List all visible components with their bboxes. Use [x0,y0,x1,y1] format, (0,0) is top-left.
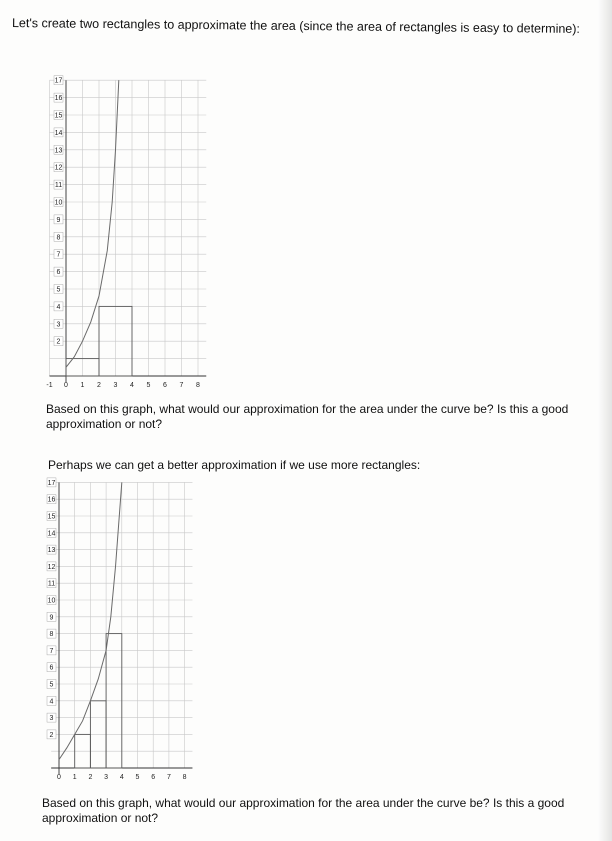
y-tick-label: 16 [54,95,63,103]
worksheet-heading: Let's create two rectangles to approximate the area (since the area of rectangles is easy to determine): [11,16,581,36]
y-tick-label: 7 [49,647,54,655]
y-tick-label: 9 [49,614,54,622]
x-tick-label: 3 [104,774,109,781]
y-tick-label: 14 [47,530,56,538]
y-tick-label: 5 [56,286,61,294]
question-one: Based on this graph, what would our approximation for the area under the curve be? Is this a good approximation or not? [46,402,569,431]
y-tick-label: 13 [47,547,56,555]
x-tick-label: 3 [113,382,118,389]
x-tick-label: 8 [196,382,200,389]
x-tick-label: 0 [64,382,68,389]
y-tick-label: 2 [56,338,61,346]
y-tick-label: 10 [47,597,56,605]
y-tick-label: 15 [54,112,63,120]
y-tick-label: 12 [54,164,63,172]
y-tick-label: 11 [54,182,63,190]
y-tick-label: 11 [47,580,56,588]
y-tick-label: 14 [54,129,63,137]
x-tick-label: 7 [179,382,184,389]
y-tick-label: 13 [54,147,63,155]
x-tick-label: 2 [97,382,101,389]
y-tick-label: 5 [49,681,54,689]
y-tick-label: 4 [56,303,61,311]
x-tick-label: 1 [80,382,85,389]
y-tick-label: 6 [56,269,61,277]
x-tick-label: 4 [130,382,134,389]
y-tick-label: 4 [49,698,54,706]
y-tick-label: 9 [56,216,61,224]
y-tick-label: 7 [56,251,61,259]
graph-more-rectangles [0,470,240,800]
y-tick-label: 17 [47,479,56,487]
page-edge-shadow [598,0,612,841]
y-tick-label: 17 [54,77,63,85]
y-tick-label: 2 [49,731,54,739]
x-tick-label: 5 [135,774,140,781]
y-tick-label: 3 [49,715,54,723]
y-tick-label: 12 [47,563,56,571]
x-tick-label: 6 [163,382,167,389]
x-tick-label: 1 [72,774,77,781]
x-tick-label: 7 [166,774,171,781]
question-two: Based on this graph, what would our approximation for the area under the curve be? Is this a good approximation or not? [42,796,565,825]
x-tick-label: 2 [88,774,93,781]
y-tick-label: 15 [47,513,56,521]
y-tick-label: 8 [49,631,54,639]
x-tick-label: 5 [146,382,151,389]
more-rectangles-intro: Perhaps we can get a better approximation if we use more rectangles: [48,458,421,472]
y-tick-label: 16 [47,496,56,504]
x-tick-label: 4 [119,774,124,781]
function-curve [66,80,119,367]
x-tick-label: 0 [57,774,61,781]
x-tick-label: 8 [182,774,187,781]
y-tick-label: 6 [49,664,54,672]
y-tick-label: 10 [54,199,63,207]
x-tick-label: 6 [151,774,156,781]
y-tick-label: 8 [56,234,61,242]
x-tick-label: -1 [46,382,53,389]
y-tick-label: 3 [56,321,61,329]
graph-two-rectangles [0,30,240,400]
